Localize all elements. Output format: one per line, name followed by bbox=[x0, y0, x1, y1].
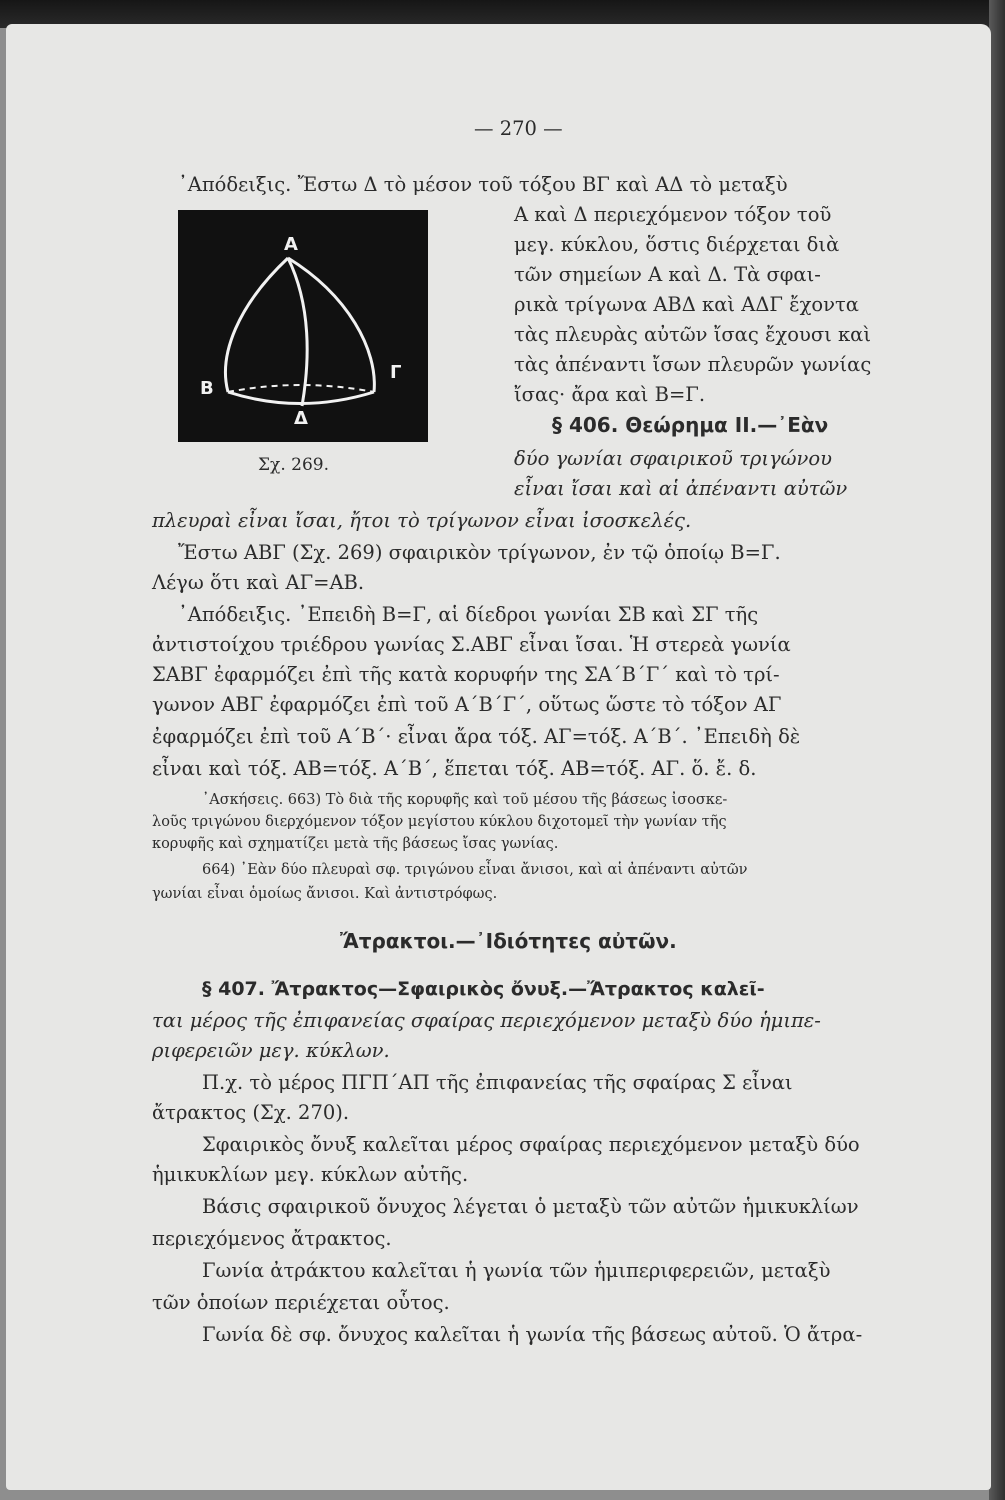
exercise-line: κορυφῆς καὶ σχηματίζει μετὰ τῆς βάσεως ἴσας γωνίας. bbox=[152, 836, 559, 852]
vertex-label-g: Γ bbox=[390, 362, 402, 383]
text-line: Λέγω ὅτι καὶ ΑΓ=ΑΒ. bbox=[152, 571, 365, 594]
exercise-line: 664) ᾿Εὰν δύο πλευραὶ σφ. τριγώνου εἶναι ἄνισοι, καὶ αἱ ἀπέναντι αὐτῶν bbox=[202, 862, 748, 878]
text-line: Γωνία ἀτράκτου καλεῖται ἡ γωνία τῶν ἡμιπεριφερειῶν, μεταξὺ bbox=[202, 1259, 831, 1282]
text-line: ἀντιστοίχου τριέδρου γωνίας Σ.ΑΒΓ εἶναι ἴσαι. Ἡ στερεὰ γωνία bbox=[152, 633, 791, 656]
scan-right-border bbox=[989, 0, 1005, 1500]
theorem-heading: § 406. Θεώρημα II.—᾿Εὰν bbox=[552, 413, 829, 437]
text-line: Ἔστω ΑΒΓ (Σχ. 269) σφαιρικὸν τρίγωνον, ἐν τῷ ὁποίῳ Β=Γ. bbox=[178, 541, 781, 564]
text-line: γωνον ΑΒΓ ἐφαρμόζει ἐπὶ τοῦ Α΄Β΄Γ΄, οὕτως ὥστε τὸ τόξον ΑΓ bbox=[152, 693, 782, 716]
exercise-line: γωνίαι εἶναι ὁμοίως ἄνισοι. Καὶ ἀντιστρόφως. bbox=[152, 886, 498, 902]
text-line: Π.χ. τὸ μέρος ΠΓΠ΄ΑΠ τῆς ἐπιφανείας τῆς σφαίρας Σ εἶναι bbox=[202, 1071, 793, 1094]
section-heading: Ἄτρακτοι.—᾿Ιδιότητες αὐτῶν. bbox=[340, 929, 677, 953]
text-line: ἐφαρμόζει ἐπὶ τοῦ Α΄Β΄· εἶναι ἄρα τόξ. ΑΓ=τόξ. Α΄Β΄. ᾿Επειδὴ δὲ bbox=[152, 725, 801, 748]
definition-text: ται μέρος τῆς ἐπιφανείας σφαίρας περιεχόμενον μεταξὺ δύο ἡμιπε- bbox=[152, 1009, 821, 1032]
text-line: Γωνία δὲ σφ. ὄνυχος καλεῖται ἡ γωνία τῆς βάσεως αὐτοῦ. Ὁ ἄτρα- bbox=[202, 1323, 863, 1346]
text-line: ᾿Απόδειξις. ᾿Επειδὴ Β=Γ, αἱ δίεδροι γωνίαι ΣΒ καὶ ΣΓ τῆς bbox=[178, 603, 759, 626]
text-line: Α καὶ Δ περιεχόμενον τόξον τοῦ bbox=[514, 203, 832, 226]
theorem-text: εἶναι ἴσαι καὶ αἱ ἀπέναντι αὐτῶν bbox=[514, 477, 848, 500]
theorem-text: δύο γωνίαι σφαιρικοῦ τριγώνου bbox=[514, 447, 832, 470]
text-line: ἴσας· ἄρα καὶ Β=Γ. bbox=[514, 383, 706, 406]
text-line: τῶν σημείων Α καὶ Δ. Τὰ σφαι- bbox=[514, 263, 821, 286]
text-line: τῶν ὁποίων περιέχεται οὗτος. bbox=[152, 1291, 450, 1314]
text-line: Σφαιρικὸς ὄνυξ καλεῖται μέρος σφαίρας περιεχόμενον μεταξὺ δύο bbox=[202, 1133, 860, 1156]
vertex-label-a: A bbox=[284, 234, 298, 255]
text-line: Βάσις σφαιρικοῦ ὄνυχος λέγεται ὁ μεταξὺ τῶν αὐτῶν ἡμικυκλίων bbox=[202, 1195, 859, 1218]
figure-caption: Σχ. 269. bbox=[258, 455, 329, 475]
vertex-label-d: Δ bbox=[294, 408, 308, 429]
text-line: μεγ. κύκλου, ὅστις διέρχεται διὰ bbox=[514, 233, 840, 256]
text-line: τὰς ἀπέναντι ἴσων πλευρῶν γωνίας bbox=[514, 353, 872, 376]
text-line: ἄτρακτος (Σχ. 270). bbox=[152, 1101, 350, 1124]
text-line: ΣΑΒΓ ἐφαρμόζει ἐπὶ τῆς κατὰ κορυφήν της ΣΑ΄Β΄Γ΄ καὶ τὸ τρί- bbox=[152, 663, 780, 686]
page-number: — 270 — bbox=[474, 117, 563, 140]
exercise-line: ᾿Ασκήσεις. 663) Τὸ διὰ τῆς κορυφῆς καὶ τοῦ μέσου τῆς βάσεως ἰσοσκε- bbox=[202, 792, 728, 808]
definition-text: ριφερειῶν μεγ. κύκλων. bbox=[152, 1039, 390, 1062]
theorem-text: πλευραὶ εἶναι ἴσαι, ἤτοι τὸ τρίγωνον εἶναι ἰσοσκελές. bbox=[152, 509, 692, 532]
text-line: εἶναι καὶ τόξ. ΑΒ=τόξ. Α΄Β΄, ἕπεται τόξ. ΑΒ=τόξ. ΑΓ. ὅ. ἔ. δ. bbox=[152, 757, 757, 780]
section-title: § 407. Ἄτρακτος—Σφαιρικὸς ὄνυξ.—Ἄτρακτος καλεῖ- bbox=[202, 978, 765, 1000]
text-line: περιεχόμενος ἄτρακτος. bbox=[152, 1227, 392, 1250]
text-line: ᾿Απόδειξις. Ἔστω Δ τὸ μέσον τοῦ τόξου ΒΓ καὶ ΑΔ τὸ μεταξὺ bbox=[178, 173, 788, 196]
text-line: ρικὰ τρίγωνα ΑΒΔ καὶ ΑΔΓ ἔχοντα bbox=[514, 293, 859, 316]
exercise-line: λοῦς τριγώνου διερχόμενον τόξον μεγίστου κύκλου διχοτομεῖ τὴν γωνίαν τῆς bbox=[152, 814, 727, 830]
text-line: τὰς πλευρὰς αὐτῶν ἴσας ἔχουσι καὶ bbox=[514, 323, 871, 346]
vertex-label-b: B bbox=[200, 378, 214, 399]
spherical-triangle-diagram bbox=[178, 210, 428, 442]
text-line: ἡμικυκλίων μεγ. κύκλων αὐτῆς. bbox=[152, 1163, 469, 1186]
figure-spherical-triangle bbox=[178, 210, 428, 442]
